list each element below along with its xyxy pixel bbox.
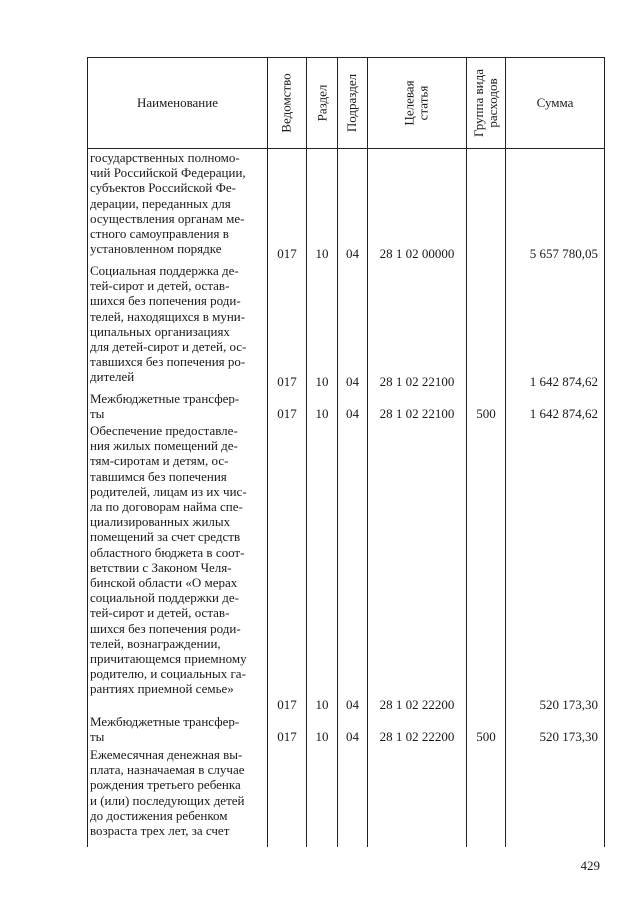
row-vedomstvo: 017	[277, 406, 297, 421]
row-podrazdel: 04	[346, 374, 359, 389]
row-amount: 5 657 780,05	[529, 246, 598, 261]
row-amount: 520 173,30	[539, 697, 598, 712]
row-razdel: 10	[315, 374, 329, 389]
header-podrazdel: Подраздел	[344, 73, 360, 133]
row-amount: 1 642 874,62	[529, 374, 598, 389]
header-amount: Сумма	[536, 95, 574, 110]
row-target: 28 1 02 22200	[379, 729, 455, 744]
row-name: Социальная поддержка де- тей-сирот и детей, остав- шихся без попечения роди- телей, находящихся в муни- ципальных организациях для детей-сирот и детей, ос- тавшихся без попечения ро- дителей	[90, 263, 247, 385]
row-razdel: 10	[315, 246, 329, 261]
header-name: Наименование	[137, 95, 218, 110]
row-podrazdel: 04	[346, 406, 359, 421]
row-group: 500	[476, 406, 496, 421]
row-podrazdel: 04	[346, 246, 359, 261]
row-amount: 520 173,30	[539, 729, 598, 744]
row-name: Межбюджетные трансфер- ты	[90, 714, 240, 745]
header-razdel: Раздел	[314, 84, 329, 122]
row-target: 28 1 02 00000	[379, 246, 455, 261]
header-vedomstvo: Ведомство	[279, 73, 294, 133]
row-razdel: 10	[315, 697, 329, 712]
row-podrazdel: 04	[346, 697, 359, 712]
row-target: 28 1 02 22200	[379, 697, 455, 712]
col-border-left	[87, 57, 88, 847]
row-razdel: 10	[315, 406, 329, 421]
row-name: государственных полномо- чий Российской Федерации, субъектов Российской Фе- дерации, переданных для осуществления органам ме- стного самоуправления в установленном порядке	[90, 150, 246, 257]
row-target: 28 1 02 22100	[379, 374, 455, 389]
row-group: 500	[476, 729, 496, 744]
page-number: 429	[580, 858, 600, 873]
row-podrazdel: 04	[346, 729, 359, 744]
row-vedomstvo: 017	[277, 246, 297, 261]
row-target: 28 1 02 22100	[379, 406, 455, 421]
row-razdel: 10	[315, 729, 329, 744]
row-name: Межбюджетные трансфер- ты	[90, 391, 240, 422]
row-vedomstvo: 017	[277, 697, 297, 712]
row-vedomstvo: 017	[277, 729, 297, 744]
row-name: Ежемесячная денежная вы- плата, назначаемая в случае рождения третьего ребенка и (или) последующих детей до достижения ребенком возраста трех лет, за счет	[90, 747, 245, 839]
header-expense-group: Группа вида расходов	[471, 69, 501, 137]
header-bottom-border	[87, 148, 605, 149]
row-amount: 1 642 874,62	[529, 406, 598, 421]
col-border-right	[604, 57, 605, 847]
row-vedomstvo: 017	[277, 374, 297, 389]
header-target-article: Целевая статья	[401, 80, 431, 126]
row-name: Обеспечение предоставле- ния жилых помещений де- тям-сиротам и детям, ос- тавшимся без попечения родителей, лицам из их чис- ла по договорам найма спе- циализированных жилых помещений за счет средств областного бюджета в соот- ветствии с Законом Челя- бинской области «О мерах социальной поддержки де- тей-сирот и детей, остав- шихся без попечения роди- телей, вознаграждении, причитающемся приемному родителю, и социальных га- рантиях приемной семье»	[90, 423, 247, 697]
